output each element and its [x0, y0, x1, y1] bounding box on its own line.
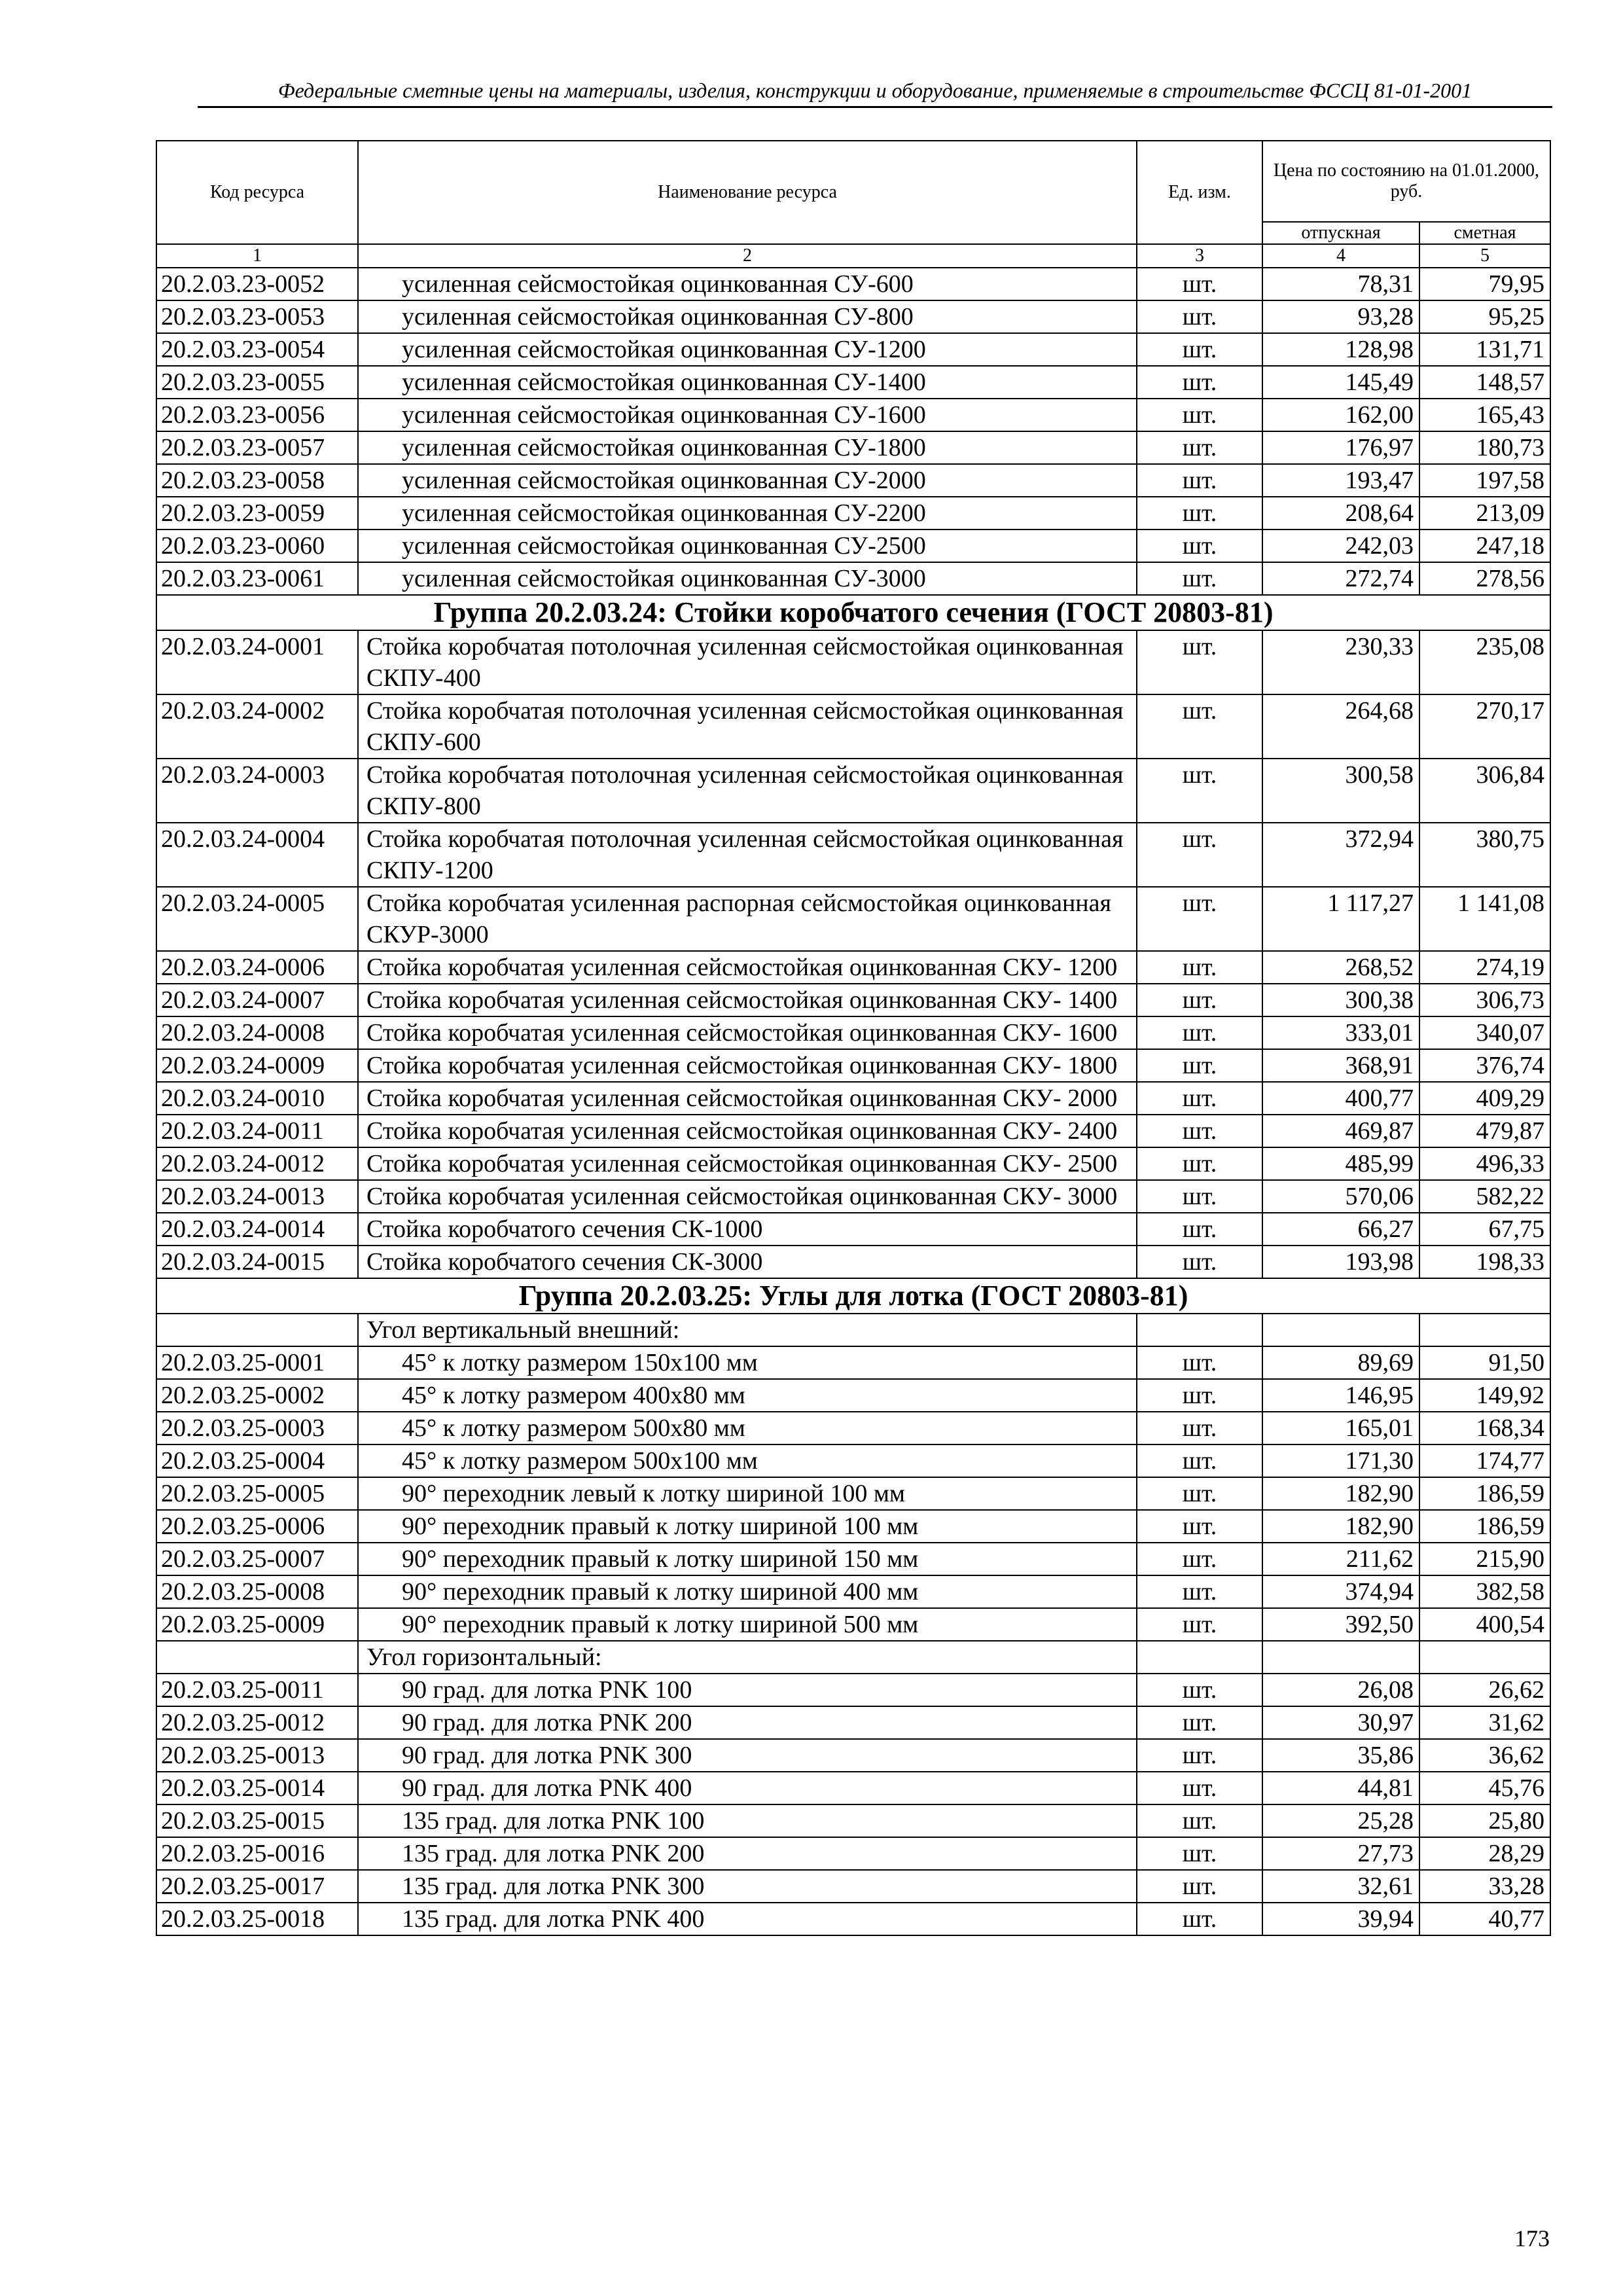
resource-name: Стойка коробчатая усиленная сейсмостойкая оцинкованная СКУ- 2500 [358, 1147, 1137, 1180]
resource-name: 90° переходник правый к лотку шириной 150 мм [358, 1543, 1137, 1575]
table-row [156, 694, 1550, 759]
table-row [156, 1477, 1550, 1510]
resource-name: Стойка коробчатого сечения СК-1000 [358, 1213, 1137, 1246]
estimate-price: 306,84 [1419, 759, 1550, 823]
resource-name: Стойка коробчатая потолочная усиленная сейсмостойкая оцинкованная СКПУ-800 [358, 759, 1137, 823]
resource-code: 20.2.03.24-0015 [156, 1246, 358, 1278]
subgroup-label: Угол вертикальный внешний: [358, 1314, 1137, 1346]
unit-of-measure: шт. [1137, 630, 1262, 694]
unit-of-measure: шт. [1137, 431, 1262, 464]
table-header [156, 141, 1550, 268]
release-price: 66,27 [1262, 1213, 1419, 1246]
resource-code: 20.2.03.24-0002 [156, 694, 358, 759]
table-row [156, 1903, 1550, 1935]
resource-code: 20.2.03.24-0014 [156, 1213, 358, 1246]
subgroup-row [156, 1641, 1550, 1674]
resource-code: 20.2.03.25-0015 [156, 1804, 358, 1837]
resource-code: 20.2.03.25-0004 [156, 1444, 358, 1477]
release-price: 146,95 [1262, 1379, 1419, 1412]
table-row [156, 1444, 1550, 1477]
table-row [156, 1147, 1550, 1180]
resource-name: усиленная сейсмостойкая оцинкованная СУ-1600 [358, 399, 1137, 431]
unit-of-measure: шт. [1137, 399, 1262, 431]
estimate-price: 409,29 [1419, 1082, 1550, 1115]
unit-of-measure: шт. [1137, 1706, 1262, 1739]
resource-name: Стойка коробчатая потолочная усиленная сейсмостойкая оцинкованная СКПУ-1200 [358, 823, 1137, 887]
resource-name: Стойка коробчатая усиленная сейсмостойкая оцинкованная СКУ- 3000 [358, 1180, 1137, 1213]
resource-code: 20.2.03.25-0007 [156, 1543, 358, 1575]
resource-code: 20.2.03.24-0007 [156, 984, 358, 1016]
resource-name: Стойка коробчатого сечения СК-3000 [358, 1246, 1137, 1278]
unit-of-measure: шт. [1137, 1049, 1262, 1082]
subgroup-empty-price [1419, 1641, 1550, 1674]
release-price: 193,98 [1262, 1246, 1419, 1278]
resource-code: 20.2.03.24-0010 [156, 1082, 358, 1115]
group-header-row [156, 1278, 1550, 1314]
col-header-code: Код ресурса [156, 141, 358, 244]
table-row [156, 1412, 1550, 1444]
release-price: 26,08 [1262, 1674, 1419, 1706]
resource-name: Стойка коробчатая усиленная распорная сейсмостойкая оцинкованная СКУР-3000 [358, 887, 1137, 951]
resource-name: Стойка коробчатая усиленная сейсмостойкая оцинкованная СКУ- 2000 [358, 1082, 1137, 1115]
resource-name: усиленная сейсмостойкая оцинкованная СУ-1200 [358, 333, 1137, 366]
resource-name: 45° к лотку размером 400х80 мм [358, 1379, 1137, 1412]
unit-of-measure: шт. [1137, 984, 1262, 1016]
release-price: 211,62 [1262, 1543, 1419, 1575]
resource-name: Стойка коробчатая усиленная сейсмостойкая оцинкованная СКУ- 1200 [358, 951, 1137, 984]
unit-of-measure: шт. [1137, 1543, 1262, 1575]
estimate-price: 186,59 [1419, 1510, 1550, 1543]
resource-code: 20.2.03.24-0004 [156, 823, 358, 887]
resource-code: 20.2.03.23-0059 [156, 497, 358, 529]
resource-code: 20.2.03.25-0018 [156, 1903, 358, 1935]
resource-name: 45° к лотку размером 150х100 мм [358, 1346, 1137, 1379]
release-price: 165,01 [1262, 1412, 1419, 1444]
resource-code: 20.2.03.25-0005 [156, 1477, 358, 1510]
subgroup-empty-code [156, 1314, 358, 1346]
estimate-price: 380,75 [1419, 823, 1550, 887]
unit-of-measure: шт. [1137, 1346, 1262, 1379]
resource-code: 20.2.03.25-0016 [156, 1837, 358, 1870]
table-row [156, 951, 1550, 984]
subgroup-label: Угол горизонтальный: [358, 1641, 1137, 1674]
resource-name: Стойка коробчатая усиленная сейсмостойкая оцинкованная СКУ- 2400 [358, 1115, 1137, 1147]
resource-name: Стойка коробчатая усиленная сейсмостойкая оцинкованная СКУ- 1800 [358, 1049, 1137, 1082]
release-price: 374,94 [1262, 1575, 1419, 1608]
table-row [156, 1706, 1550, 1739]
estimate-price: 274,19 [1419, 951, 1550, 984]
estimate-price: 306,73 [1419, 984, 1550, 1016]
resource-code: 20.2.03.23-0057 [156, 431, 358, 464]
unit-of-measure: шт. [1137, 1510, 1262, 1543]
release-price: 300,58 [1262, 759, 1419, 823]
estimate-price: 40,77 [1419, 1903, 1550, 1935]
resource-name: Стойка коробчатая усиленная сейсмостойкая оцинкованная СКУ- 1600 [358, 1016, 1137, 1049]
resource-code: 20.2.03.23-0052 [156, 268, 358, 300]
unit-of-measure: шт. [1137, 1575, 1262, 1608]
running-header: Федеральные сметные цены на материалы, изделия, конструкции и оборудование, применяемые в строительстве ФССЦ 81-01-2001 [277, 79, 1472, 102]
resource-code: 20.2.03.24-0013 [156, 1180, 358, 1213]
resource-code: 20.2.03.25-0017 [156, 1870, 358, 1903]
resource-name: усиленная сейсмостойкая оцинкованная СУ-1800 [358, 431, 1137, 464]
table-row [156, 268, 1550, 300]
subgroup-empty-price [1262, 1641, 1419, 1674]
release-price: 27,73 [1262, 1837, 1419, 1870]
estimate-price: 186,59 [1419, 1477, 1550, 1510]
estimate-price: 45,76 [1419, 1772, 1550, 1804]
table-row [156, 529, 1550, 562]
table-row [156, 1870, 1550, 1903]
estimate-price: 215,90 [1419, 1543, 1550, 1575]
group-header-row [156, 595, 1550, 630]
col-header-estimate-price: сметная [1419, 222, 1550, 244]
resource-code: 20.2.03.23-0054 [156, 333, 358, 366]
estimate-price: 340,07 [1419, 1016, 1550, 1049]
estimate-price: 33,28 [1419, 1870, 1550, 1903]
unit-of-measure: шт. [1137, 1870, 1262, 1903]
unit-of-measure: шт. [1137, 464, 1262, 497]
table-row [156, 1837, 1550, 1870]
resource-name: 90 град. для лотка PNK 300 [358, 1739, 1137, 1772]
col-header-price: Цена по состоянию на 01.01.2000, руб. [1262, 141, 1550, 222]
release-price: 25,28 [1262, 1804, 1419, 1837]
resource-name: Стойка коробчатая потолочная усиленная сейсмостойкая оцинкованная СКПУ-400 [358, 630, 1137, 694]
table-row [156, 464, 1550, 497]
resource-code: 20.2.03.25-0009 [156, 1608, 358, 1641]
unit-of-measure: шт. [1137, 759, 1262, 823]
estimate-price: 67,75 [1419, 1213, 1550, 1246]
unit-of-measure: шт. [1137, 1477, 1262, 1510]
resource-code: 20.2.03.23-0058 [156, 464, 358, 497]
estimate-price: 168,34 [1419, 1412, 1550, 1444]
release-price: 372,94 [1262, 823, 1419, 887]
resource-name: Стойка коробчатая усиленная сейсмостойкая оцинкованная СКУ- 1400 [358, 984, 1137, 1016]
table-row [156, 1674, 1550, 1706]
unit-of-measure: шт. [1137, 1772, 1262, 1804]
resource-code: 20.2.03.25-0006 [156, 1510, 358, 1543]
header-rule [198, 106, 1552, 108]
resource-code: 20.2.03.24-0009 [156, 1049, 358, 1082]
resource-name: Стойка коробчатая потолочная усиленная сейсмостойкая оцинкованная СКПУ-600 [358, 694, 1137, 759]
page-number: 173 [1514, 2225, 1550, 2251]
estimate-price: 36,62 [1419, 1739, 1550, 1772]
unit-of-measure: шт. [1137, 1082, 1262, 1115]
unit-of-measure: шт. [1137, 497, 1262, 529]
resource-code: 20.2.03.23-0053 [156, 300, 358, 333]
release-price: 32,61 [1262, 1870, 1419, 1903]
estimate-price: 582,22 [1419, 1180, 1550, 1213]
unit-of-measure: шт. [1137, 529, 1262, 562]
estimate-price: 31,62 [1419, 1706, 1550, 1739]
release-price: 171,30 [1262, 1444, 1419, 1477]
release-price: 242,03 [1262, 529, 1419, 562]
estimate-price: 95,25 [1419, 300, 1550, 333]
table-row [156, 1804, 1550, 1837]
estimate-price: 496,33 [1419, 1147, 1550, 1180]
unit-of-measure: шт. [1137, 1147, 1262, 1180]
release-price: 570,06 [1262, 1180, 1419, 1213]
release-price: 44,81 [1262, 1772, 1419, 1804]
resource-code: 20.2.03.25-0003 [156, 1412, 358, 1444]
resource-code: 20.2.03.24-0008 [156, 1016, 358, 1049]
group-title: Группа 20.2.03.25: Углы для лотка (ГОСТ 20803-81) [156, 1278, 1550, 1314]
release-price: 230,33 [1262, 630, 1419, 694]
release-price: 182,90 [1262, 1510, 1419, 1543]
resource-name: усиленная сейсмостойкая оцинкованная СУ-3000 [358, 562, 1137, 595]
unit-of-measure: шт. [1137, 1412, 1262, 1444]
table-row [156, 1115, 1550, 1147]
table-row [156, 399, 1550, 431]
table-row [156, 1213, 1550, 1246]
unit-of-measure: шт. [1137, 694, 1262, 759]
table-row [156, 1082, 1550, 1115]
resource-name: 90 град. для лотка PNK 400 [358, 1772, 1137, 1804]
release-price: 128,98 [1262, 333, 1419, 366]
table-row [156, 1510, 1550, 1543]
table-row [156, 1575, 1550, 1608]
col-number: 4 [1262, 244, 1419, 268]
estimate-price: 174,77 [1419, 1444, 1550, 1477]
table-row [156, 333, 1550, 366]
table-row [156, 1608, 1550, 1641]
col-header-unit: Ед. изм. [1137, 141, 1262, 244]
table-row [156, 887, 1550, 951]
subgroup-empty-unit [1137, 1641, 1262, 1674]
resource-name: усиленная сейсмостойкая оцинкованная СУ-2500 [358, 529, 1137, 562]
table-row [156, 984, 1550, 1016]
estimate-price: 198,33 [1419, 1246, 1550, 1278]
resource-code: 20.2.03.23-0060 [156, 529, 358, 562]
resource-name: 90° переходник левый к лотку шириной 100 мм [358, 1477, 1137, 1510]
unit-of-measure: шт. [1137, 1674, 1262, 1706]
release-price: 485,99 [1262, 1147, 1419, 1180]
estimate-price: 91,50 [1419, 1346, 1550, 1379]
resource-name: 135 град. для лотка PNK 400 [358, 1903, 1137, 1935]
resource-name: 90° переходник правый к лотку шириной 500 мм [358, 1608, 1137, 1641]
estimate-price: 26,62 [1419, 1674, 1550, 1706]
resource-name: 135 град. для лотка PNK 300 [358, 1870, 1137, 1903]
release-price: 39,94 [1262, 1903, 1419, 1935]
resource-name: 90 град. для лотка PNK 100 [358, 1674, 1137, 1706]
release-price: 182,90 [1262, 1477, 1419, 1510]
estimate-price: 165,43 [1419, 399, 1550, 431]
release-price: 368,91 [1262, 1049, 1419, 1082]
estimate-price: 235,08 [1419, 630, 1550, 694]
subgroup-empty-code [156, 1641, 358, 1674]
estimate-price: 180,73 [1419, 431, 1550, 464]
release-price: 469,87 [1262, 1115, 1419, 1147]
unit-of-measure: шт. [1137, 1213, 1262, 1246]
resource-code: 20.2.03.24-0011 [156, 1115, 358, 1147]
subgroup-empty-price [1262, 1314, 1419, 1346]
unit-of-measure: шт. [1137, 1180, 1262, 1213]
table-row [156, 1739, 1550, 1772]
table-row [156, 823, 1550, 887]
resource-name: 45° к лотку размером 500х100 мм [358, 1444, 1137, 1477]
estimate-price: 197,58 [1419, 464, 1550, 497]
resource-code: 20.2.03.25-0001 [156, 1346, 358, 1379]
release-price: 145,49 [1262, 366, 1419, 399]
resource-code: 20.2.03.24-0012 [156, 1147, 358, 1180]
release-price: 272,74 [1262, 562, 1419, 595]
release-price: 333,01 [1262, 1016, 1419, 1049]
subgroup-empty-unit [1137, 1314, 1262, 1346]
unit-of-measure: шт. [1137, 887, 1262, 951]
resource-code: 20.2.03.25-0011 [156, 1674, 358, 1706]
table-row [156, 1180, 1550, 1213]
unit-of-measure: шт. [1137, 1016, 1262, 1049]
estimate-price: 79,95 [1419, 268, 1550, 300]
unit-of-measure: шт. [1137, 366, 1262, 399]
release-price: 89,69 [1262, 1346, 1419, 1379]
col-number: 2 [358, 244, 1137, 268]
unit-of-measure: шт. [1137, 1115, 1262, 1147]
table-row [156, 366, 1550, 399]
resource-code: 20.2.03.23-0056 [156, 399, 358, 431]
resource-code: 20.2.03.25-0013 [156, 1739, 358, 1772]
release-price: 176,97 [1262, 431, 1419, 464]
estimate-price: 382,58 [1419, 1575, 1550, 1608]
resource-code: 20.2.03.24-0001 [156, 630, 358, 694]
price-table [156, 140, 1551, 1936]
resource-code: 20.2.03.24-0005 [156, 887, 358, 951]
unit-of-measure: шт. [1137, 1608, 1262, 1641]
unit-of-measure: шт. [1137, 300, 1262, 333]
resource-code: 20.2.03.25-0008 [156, 1575, 358, 1608]
estimate-price: 148,57 [1419, 366, 1550, 399]
unit-of-measure: шт. [1137, 333, 1262, 366]
col-number: 5 [1419, 244, 1550, 268]
estimate-price: 28,29 [1419, 1837, 1550, 1870]
estimate-price: 376,74 [1419, 1049, 1550, 1082]
release-price: 264,68 [1262, 694, 1419, 759]
table-row [156, 300, 1550, 333]
table-row [156, 431, 1550, 464]
group-title: Группа 20.2.03.24: Стойки коробчатого сечения (ГОСТ 20803-81) [156, 595, 1550, 630]
col-number: 1 [156, 244, 358, 268]
release-price: 400,77 [1262, 1082, 1419, 1115]
estimate-price: 270,17 [1419, 694, 1550, 759]
table-row [156, 1772, 1550, 1804]
table-row [156, 630, 1550, 694]
resource-name: усиленная сейсмостойкая оцинкованная СУ-2200 [358, 497, 1137, 529]
resource-name: 135 град. для лотка PNK 100 [358, 1804, 1137, 1837]
release-price: 268,52 [1262, 951, 1419, 984]
subgroup-row [156, 1314, 1550, 1346]
estimate-price: 400,54 [1419, 1608, 1550, 1641]
resource-code: 20.2.03.24-0006 [156, 951, 358, 984]
estimate-price: 131,71 [1419, 333, 1550, 366]
subgroup-empty-price [1419, 1314, 1550, 1346]
estimate-price: 479,87 [1419, 1115, 1550, 1147]
resource-name: усиленная сейсмостойкая оцинкованная СУ-600 [358, 268, 1137, 300]
unit-of-measure: шт. [1137, 1246, 1262, 1278]
resource-name: 135 град. для лотка PNK 200 [358, 1837, 1137, 1870]
unit-of-measure: шт. [1137, 1837, 1262, 1870]
table-row [156, 1049, 1550, 1082]
table-row [156, 1543, 1550, 1575]
table-row [156, 1246, 1550, 1278]
resource-name: 90° переходник правый к лотку шириной 400 мм [358, 1575, 1137, 1608]
estimate-price: 247,18 [1419, 529, 1550, 562]
unit-of-measure: шт. [1137, 1379, 1262, 1412]
estimate-price: 1 141,08 [1419, 887, 1550, 951]
resource-code: 20.2.03.23-0055 [156, 366, 358, 399]
table-row [156, 497, 1550, 529]
table-row [156, 759, 1550, 823]
unit-of-measure: шт. [1137, 562, 1262, 595]
table-row [156, 1016, 1550, 1049]
resource-code: 20.2.03.24-0003 [156, 759, 358, 823]
resource-code: 20.2.03.23-0061 [156, 562, 358, 595]
release-price: 93,28 [1262, 300, 1419, 333]
unit-of-measure: шт. [1137, 823, 1262, 887]
release-price: 193,47 [1262, 464, 1419, 497]
resource-name: усиленная сейсмостойкая оцинкованная СУ-1400 [358, 366, 1137, 399]
table-body [156, 268, 1550, 1935]
unit-of-measure: шт. [1137, 1444, 1262, 1477]
release-price: 78,31 [1262, 268, 1419, 300]
estimate-price: 25,80 [1419, 1804, 1550, 1837]
resource-name: усиленная сейсмостойкая оцинкованная СУ-800 [358, 300, 1137, 333]
release-price: 30,97 [1262, 1706, 1419, 1739]
release-price: 1 117,27 [1262, 887, 1419, 951]
estimate-price: 278,56 [1419, 562, 1550, 595]
release-price: 392,50 [1262, 1608, 1419, 1641]
table-row [156, 1379, 1550, 1412]
unit-of-measure: шт. [1137, 951, 1262, 984]
estimate-price: 213,09 [1419, 497, 1550, 529]
estimate-price: 149,92 [1419, 1379, 1550, 1412]
resource-name: 45° к лотку размером 500х80 мм [358, 1412, 1137, 1444]
resource-code: 20.2.03.25-0002 [156, 1379, 358, 1412]
resource-name: 90 град. для лотка PNK 200 [358, 1706, 1137, 1739]
release-price: 300,38 [1262, 984, 1419, 1016]
resource-name: 90° переходник правый к лотку шириной 100 мм [358, 1510, 1137, 1543]
table-row [156, 562, 1550, 595]
resource-name: усиленная сейсмостойкая оцинкованная СУ-2000 [358, 464, 1137, 497]
unit-of-measure: шт. [1137, 268, 1262, 300]
table-row [156, 1346, 1550, 1379]
unit-of-measure: шт. [1137, 1739, 1262, 1772]
release-price: 35,86 [1262, 1739, 1419, 1772]
col-header-release-price: отпускная [1262, 222, 1419, 244]
col-header-name: Наименование ресурса [358, 141, 1137, 244]
resource-code: 20.2.03.25-0012 [156, 1706, 358, 1739]
unit-of-measure: шт. [1137, 1903, 1262, 1935]
release-price: 162,00 [1262, 399, 1419, 431]
release-price: 208,64 [1262, 497, 1419, 529]
col-number: 3 [1137, 244, 1262, 268]
unit-of-measure: шт. [1137, 1804, 1262, 1837]
resource-code: 20.2.03.25-0014 [156, 1772, 358, 1804]
